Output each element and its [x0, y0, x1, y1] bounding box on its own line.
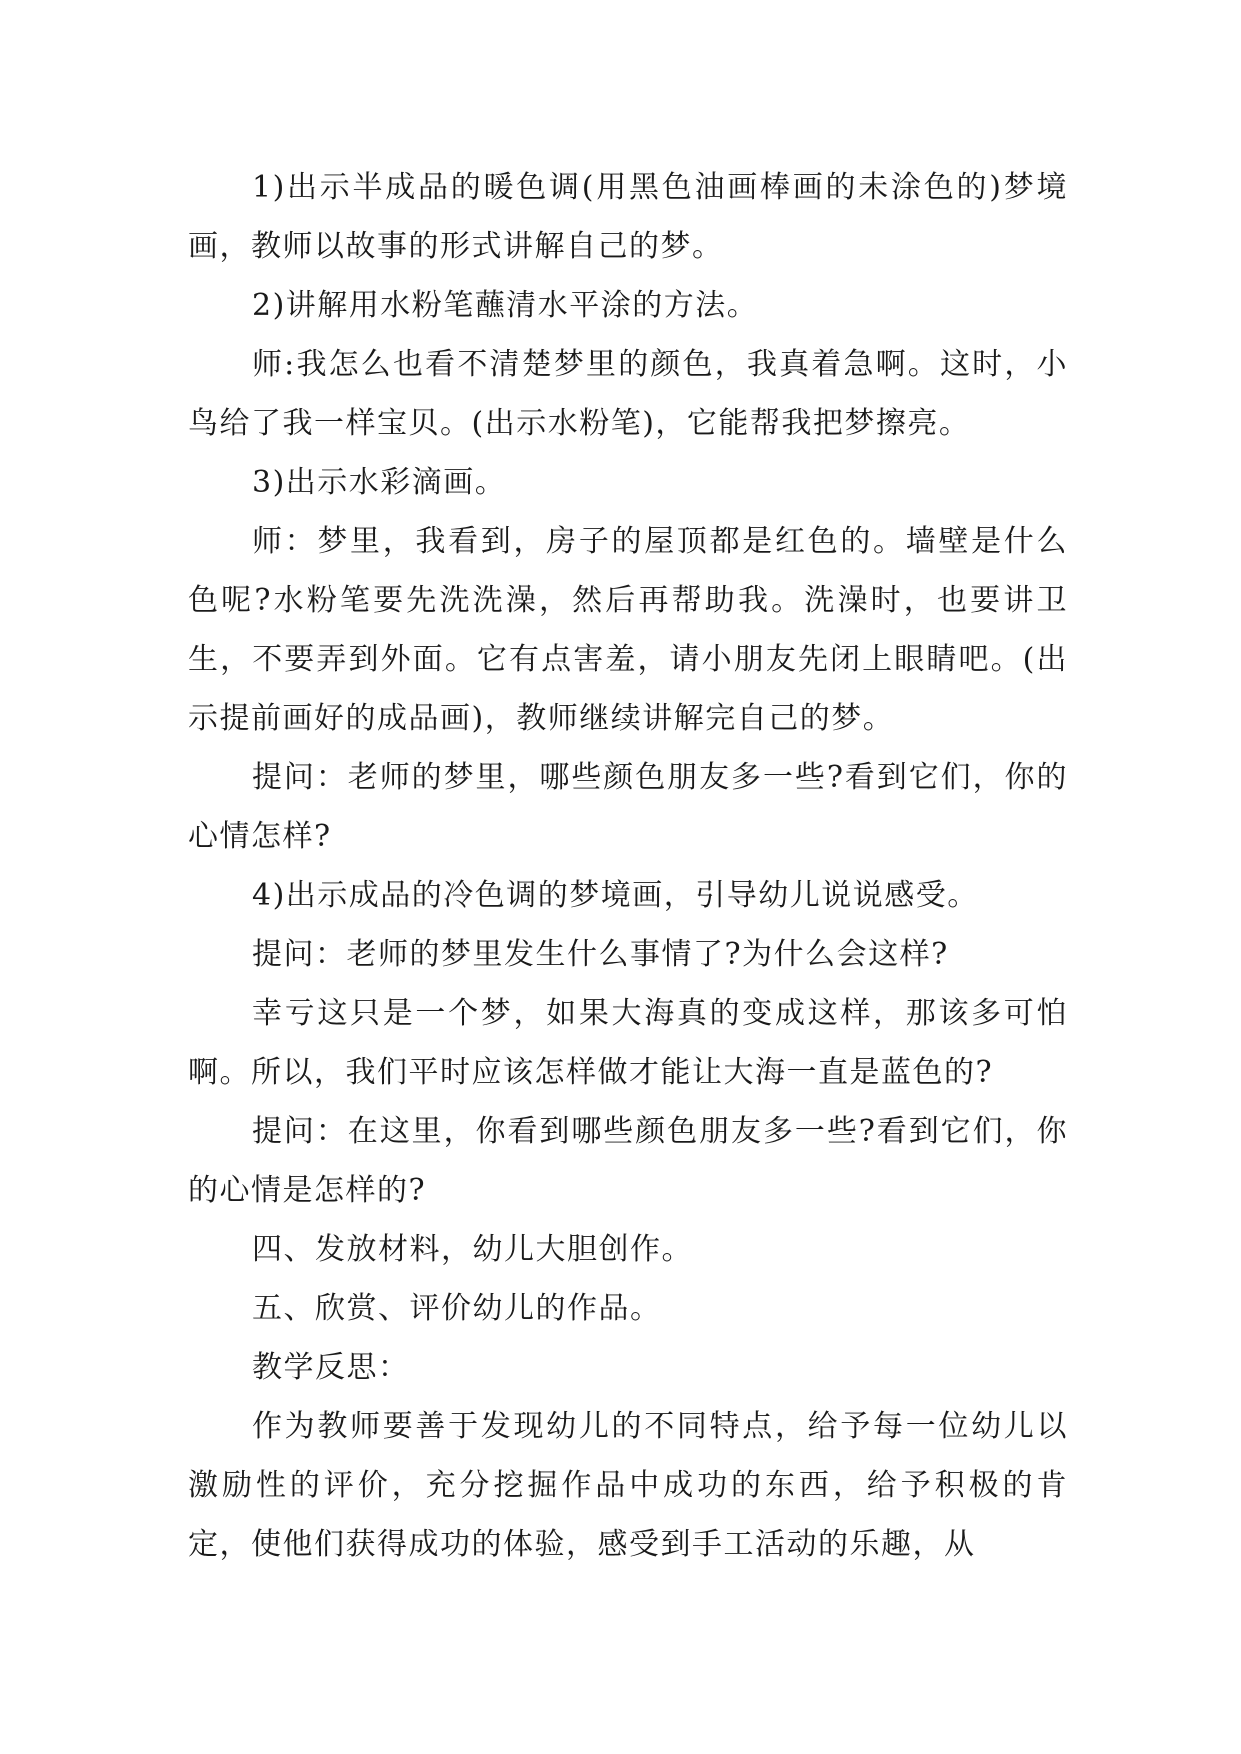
paragraph-question-what-happened: 提问：老师的梦里发生什么事情了?为什么会这样?: [252, 937, 949, 972]
paragraph-step-five: 五、欣赏、评价幼儿的作品。: [252, 1291, 662, 1326]
paragraph-question-colors: 提问：老师的梦里，哪些颜色朋友多一些?看到它们，你的心情怎样?: [188, 760, 1068, 854]
paragraph-reflection-body: 作为教师要善于发现幼儿的不同特点，给予每一位幼儿以激励性的评价，充分挖掘作品中成功的东西，给予积极的肯定，使他们获得成功的体验，感受到手工活动的乐趣，从: [188, 1409, 1068, 1562]
document-body: [188, 158, 1068, 1574]
paragraph-brush-method: 2)讲解用水粉笔蘸清水平涂的方法。: [252, 288, 759, 323]
paragraph-warm-painting: 1)出示半成品的暖色调(用黑色油画棒画的未涂色的)梦境画，教师以故事的形式讲解自己的梦。: [188, 170, 1068, 264]
paragraph-question-feelings: 提问：在这里，你看到哪些颜色朋友多一些?看到它们，你的心情是怎样的?: [188, 1114, 1068, 1208]
paragraph-watercolor-drip: 3)出示水彩滴画。: [252, 465, 507, 500]
paragraph-teacher-roof-story: 师：梦里，我看到，房子的屋顶都是红色的。墙壁是什么色呢?水粉笔要先洗洗澡，然后再帮助我。洗澡时，也要讲卫生，不要弄到外面。它有点害羞，请小朋友先闭上眼睛吧。(出示提前画好的成品画)，教师继续讲解完自己的梦。: [188, 524, 1068, 736]
paragraph-teacher-dream-colors: 师:我怎么也看不清楚梦里的颜色，我真着急啊。这时，小鸟给了我一样宝贝。(出示水粉笔)，它能帮我把梦擦亮。: [188, 347, 1068, 441]
paragraph-cool-painting: 4)出示成品的冷色调的梦境画，引导幼儿说说感受。: [252, 878, 979, 913]
paragraph-reflection-heading: 教学反思：: [252, 1350, 410, 1385]
paragraph-ocean-blue: 幸亏这只是一个梦，如果大海真的变成这样，那该多可怕啊。所以，我们平时应该怎样做才能让大海一直是蓝色的?: [188, 996, 1068, 1090]
paragraph-step-four: 四、发放材料，幼儿大胆创作。: [252, 1232, 693, 1267]
